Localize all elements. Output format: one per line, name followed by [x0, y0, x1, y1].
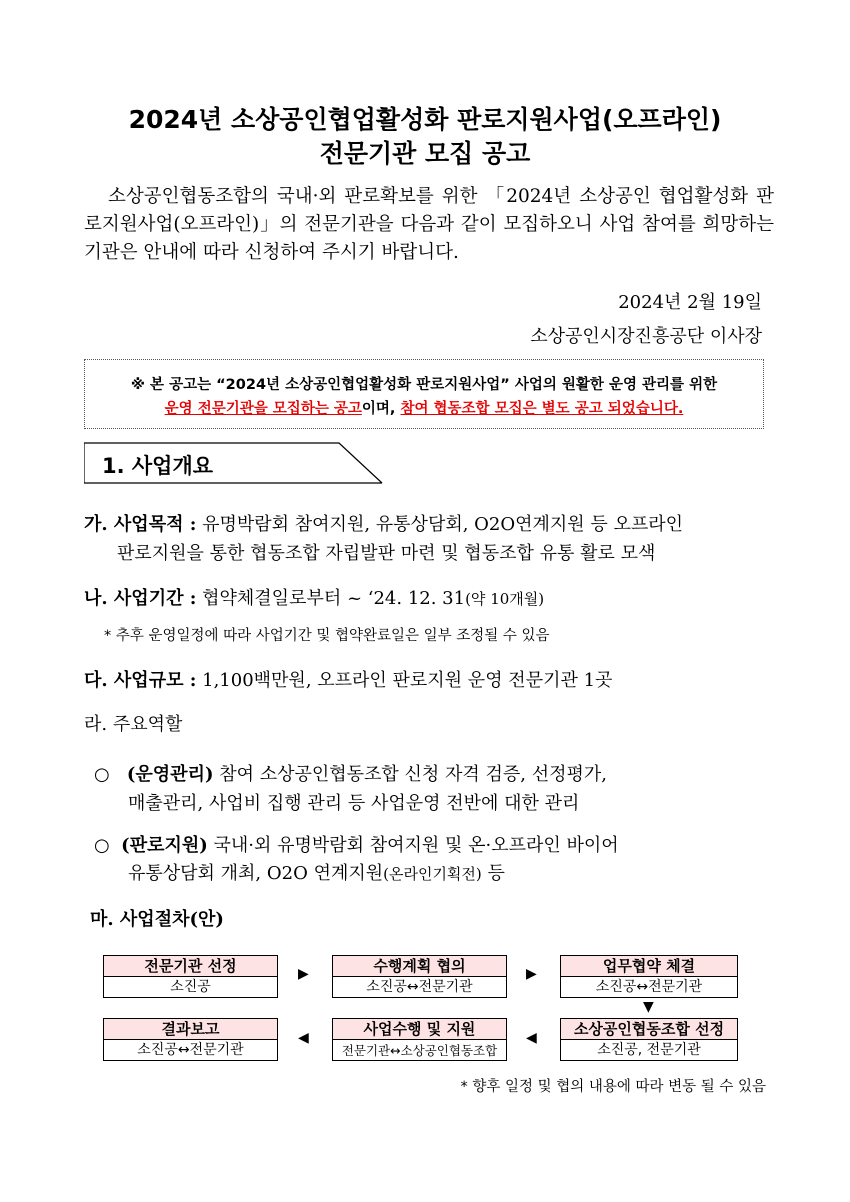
item-na — [84, 584, 544, 610]
role-2-text-2: 유통상담회 개최, O2O 연계지원 — [128, 863, 384, 884]
flow-step-3-sub: 소진공↔전문기관 — [595, 979, 703, 995]
item-da — [84, 666, 612, 692]
announcement-date: 2024년 2월 19일 — [618, 292, 762, 313]
section-1-header — [84, 441, 384, 485]
flow-step-4-title: 소상공인협동조합 선정 — [561, 1019, 737, 1040]
item-na-note: * 추후 운영일정에 따라 사업기간 및 협약완료일은 일부 조정될 수 있음 — [104, 628, 550, 644]
role-2-line-2 — [128, 859, 505, 885]
issuer: 소상공인시장진흥공단 이사장 — [530, 326, 762, 347]
flow-step-6-title: 결과보고 — [104, 1019, 277, 1040]
role-2-bullet: ○ — [94, 835, 110, 856]
flow-note: * 향후 일정 및 협의 내용에 따라 변동 될 수 있음 — [460, 1079, 766, 1095]
flow-step-4 — [560, 1018, 738, 1061]
notice-box — [84, 359, 764, 429]
flow-step-4-sub: 소진공, 전문기관 — [597, 1042, 701, 1058]
intro-paragraph: 소상공인협동조합의 국내·외 판로확보를 위한 「2024년 소상공인 협업활성화 판로지원사업(오프라인)」의 전문기관을 다음과 같이 모집하오니 사업 참여를 희망하는 기관은 안내에 따라 신청하여 주시기 바랍니다. — [84, 186, 774, 263]
flow-step-1-title: 전문기관 선정 — [104, 956, 277, 977]
notice-line2 — [85, 397, 763, 421]
notice-mid-text: 이며, — [361, 401, 401, 417]
flow-step-5 — [332, 1018, 507, 1061]
flow-step-3-title: 업무협약 체결 — [561, 956, 737, 977]
role-2-small: (온라인기획전) — [383, 865, 482, 883]
flow-step-1 — [103, 955, 278, 998]
item-na-label: 나. 사업기간 : — [84, 588, 197, 609]
flow-step-5-title: 사업수행 및 지원 — [333, 1019, 506, 1040]
role-2-end: 등 — [481, 863, 505, 884]
notice-red-text-2: 참여 협동조합 모집은 별도 공고 되었습니다. — [400, 401, 684, 417]
item-na-text: 협약체결일로부터 ~ ‘24. 12. 31 — [202, 588, 466, 609]
flow-step-5-sub: 전문기관↔소상공인협동조합 — [341, 1043, 498, 1058]
item-da-label: 다. 사업규모 : — [84, 670, 197, 691]
section-1-label: 1. 사업개요 — [102, 454, 214, 478]
role-1-label: (운영관리) — [126, 764, 214, 785]
notice-line1: ※ 본 공고는 “2024년 소상공인협업활성화 판로지원사업” 사업의 원활한 운영 관리를 위한 — [130, 377, 718, 393]
role-1-text-2: 매출관리, 사업비 집행 관리 등 사업운영 전반에 대한 관리 — [128, 793, 580, 814]
item-ga-text-2: 판로지원을 통한 협동조합 자립발판 마련 및 협동조합 유통 활로 모색 — [117, 543, 656, 564]
role-2 — [94, 831, 619, 857]
role-1-bullet: ○ — [94, 764, 110, 785]
arrow-down-icon: ▼ — [643, 999, 654, 1015]
flow-step-6 — [103, 1018, 278, 1061]
page-subtitle: 전문기관 모집 공고 — [319, 139, 531, 168]
notice-red-text-1: 운영 전문기관을 모집하는 공고 — [164, 401, 362, 417]
arrow-right-icon: ▶ — [298, 966, 309, 982]
page-title: 2024년 소상공인협업활성화 판로지원사업(오프라인) — [128, 105, 722, 134]
flow-step-3 — [560, 955, 738, 998]
role-1-text-1: 참여 소상공인협동조합 신청 자격 검증, 선정평가, — [219, 764, 608, 785]
arrow-right-icon: ▶ — [526, 966, 537, 982]
item-ga — [84, 510, 683, 536]
flow-step-1-sub: 소진공 — [170, 979, 211, 995]
flow-step-2-title: 수행계획 협의 — [333, 956, 506, 977]
item-ga-text-1: 유명박람회 참여지원, 유통상담회, O2O연계지원 등 오프라인 — [202, 514, 684, 535]
item-ra-label: 라. 주요역할 — [84, 714, 183, 735]
flow-step-2-sub: 소진공↔전문기관 — [366, 979, 473, 995]
item-ga-label: 가. 사업목적 : — [84, 514, 197, 535]
flow-step-2 — [332, 955, 507, 998]
role-1 — [94, 760, 607, 786]
item-da-text: 1,100백만원, 오프라인 판로지원 운영 전문기관 1곳 — [202, 670, 613, 691]
arrow-left-icon: ◀ — [526, 1030, 537, 1046]
item-ma-label: 마. 사업절차(안) — [90, 909, 224, 930]
role-2-text-1: 국내·외 유명박람회 참여지원 및 온·오프라인 바이어 — [213, 835, 619, 856]
arrow-left-icon: ◀ — [298, 1030, 309, 1046]
item-na-small: (약 10개월) — [465, 590, 545, 608]
role-2-label: (판로지원) — [121, 835, 208, 856]
flow-step-6-sub: 소진공↔전문기관 — [137, 1042, 244, 1058]
